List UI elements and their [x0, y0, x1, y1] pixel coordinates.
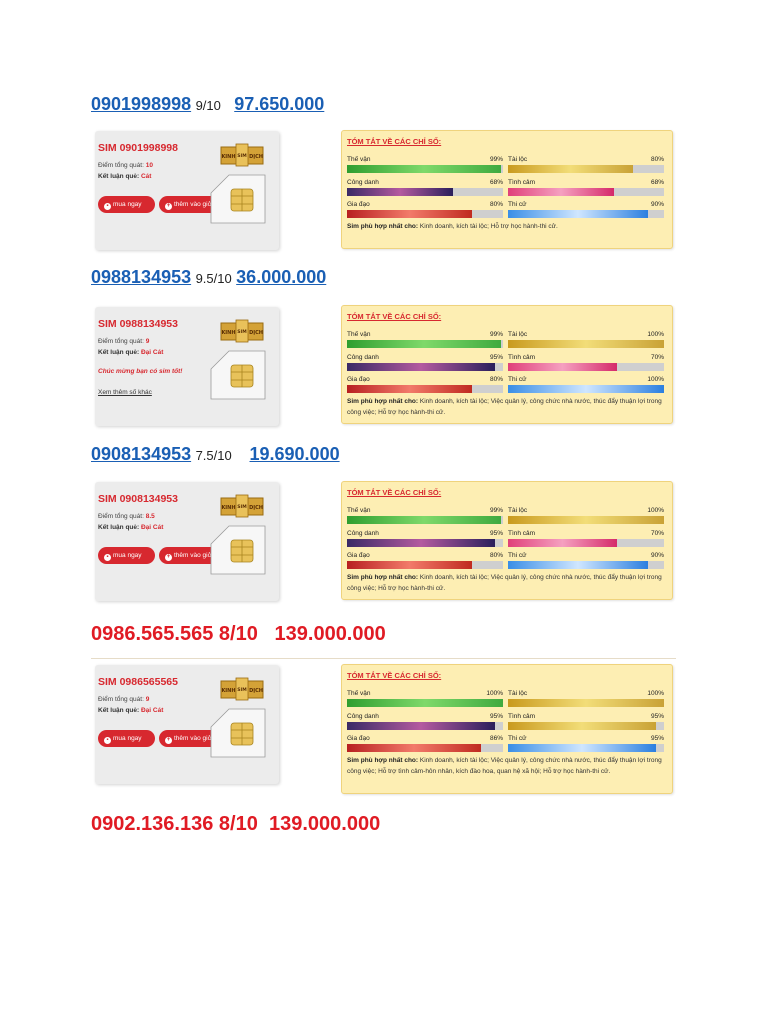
- listing-heading-4: [91, 623, 386, 646]
- metric-gia-dao: Gia đạo 80%: [347, 201, 503, 221]
- metric-the-van: Thế vận 99%: [347, 331, 503, 351]
- metric-bar: [508, 340, 664, 348]
- metric-thi-cu: Thi cử 90%: [508, 201, 664, 221]
- summary-panel-3: [341, 481, 673, 600]
- svg-text:KINH: KINH: [221, 688, 236, 694]
- overall-score-line: Điểm tổng quát: 8.5: [98, 513, 155, 520]
- metric-bar: [508, 516, 664, 524]
- metric-bar: [508, 210, 664, 218]
- svg-text:SIM: SIM: [237, 505, 247, 510]
- best-suited-text: Sim phù hợp nhất cho: Kinh doanh, kích tài lộc; Việc quản lý, công chức nhà nước, thúc đẩy thuận lợi trong công việc; Hỗ trợ tình cảm-hôn nhân, kích đào hoa, quan hệ xã hội; Hỗ trợ học hành-thi cử.: [347, 757, 662, 775]
- score: 7.5/10: [195, 448, 232, 463]
- overall-score-line: Điểm tổng quát: 9: [98, 696, 150, 703]
- score: 9/10: [195, 98, 221, 113]
- sim-title: SIM 0901998998: [98, 142, 178, 154]
- buy-now-button[interactable]: ▪ mua ngay: [98, 547, 155, 564]
- conclusion-line: Kết luận quẻ: Cát: [98, 173, 152, 180]
- metric-bar: [347, 340, 503, 348]
- metric-gia-dao: Gia đạo 80%: [347, 552, 503, 572]
- metric-bar: [347, 188, 503, 196]
- metric-the-van: Thế vận 99%: [347, 507, 503, 527]
- add-to-cart-button[interactable]: + thêm vào giỏ: [159, 547, 222, 564]
- svg-text:KINH: KINH: [221, 154, 236, 160]
- phone-number-link[interactable]: 0988134953: [91, 267, 192, 287]
- metric-bar: [508, 363, 664, 371]
- buy-now-button[interactable]: ▪ mua ngay: [98, 196, 155, 213]
- score: 8/10: [218, 623, 258, 645]
- conclusion-line: Kết luận quẻ: Đại Cát: [98, 707, 164, 714]
- summary-panel-4: [341, 664, 673, 794]
- phone-number: 0986.565.565: [91, 623, 214, 645]
- metric-tinh-cam: Tình cảm 70%: [508, 354, 664, 374]
- metric-tai-loc: Tài lộc 100%: [508, 507, 664, 527]
- metric-gia-dao: Gia đạo 86%: [347, 735, 503, 755]
- svg-text:SIM: SIM: [237, 330, 247, 335]
- summary-title: TÓM TẮT VỀ CÁC CHỈ SỐ:: [347, 137, 442, 146]
- svg-text:KINH: KINH: [221, 330, 236, 336]
- summary-panel-1: [341, 130, 673, 249]
- listing-heading-2: [91, 267, 326, 288]
- metric-cong-danh: Công danh 95%: [347, 354, 503, 374]
- metric-bar: [508, 165, 664, 173]
- see-more-link[interactable]: Xem thêm số khác: [98, 389, 152, 396]
- metric-the-van: Thế vận 100%: [347, 690, 503, 710]
- price: 139.000.000: [268, 813, 381, 835]
- metric-cong-danh: Công danh 95%: [347, 530, 503, 550]
- metric-bar: [347, 363, 503, 371]
- metric-tinh-cam: Tình cảm 95%: [508, 713, 664, 733]
- sim-title: SIM 0908134953: [98, 493, 178, 505]
- best-suited-text: Sim phù hợp nhất cho: Kinh doanh, kích tài lộc; Việc quản lý, công chức nhà nước, thúc đẩy thuận lợi trong công việc; Hỗ trợ học hành-thi cử.: [347, 398, 662, 416]
- kinh-dich-logo-icon: [220, 677, 264, 701]
- metric-bar: [347, 722, 503, 730]
- svg-text:SIM: SIM: [237, 688, 247, 693]
- overall-score-line: Điểm tổng quát: 9: [98, 338, 150, 345]
- metric-bar: [508, 385, 664, 393]
- metric-gia-dao: Gia đạo 80%: [347, 376, 503, 396]
- sim-card-4: [95, 665, 279, 784]
- cart-icon: ▪: [104, 203, 111, 210]
- metric-bar: [347, 516, 503, 524]
- conclusion-line: Kết luận quẻ: Đại Cát: [98, 349, 164, 356]
- price-link[interactable]: 19.690.000: [249, 444, 340, 464]
- phone-number-link[interactable]: 0901998998: [91, 94, 192, 114]
- summary-panel-2: [341, 305, 673, 424]
- sim-chip-icon: [207, 524, 269, 576]
- sim-chip-icon: [207, 349, 269, 401]
- metric-bar: [508, 699, 664, 707]
- metric-tai-loc: Tài lộc 80%: [508, 156, 664, 176]
- metric-tinh-cam: Tình cảm 68%: [508, 179, 664, 199]
- metric-tai-loc: Tài lộc 100%: [508, 331, 664, 351]
- metric-bar: [347, 165, 503, 173]
- listing-heading-5: [91, 813, 380, 836]
- buy-now-button[interactable]: ▪ mua ngay: [98, 730, 155, 747]
- summary-title: TÓM TẮT VỀ CÁC CHỈ SỐ:: [347, 312, 442, 321]
- svg-text:DỊCH: DỊCH: [249, 688, 263, 694]
- listing-heading-3: [91, 444, 340, 465]
- add-to-cart-button[interactable]: + thêm vào giỏ: [159, 730, 222, 747]
- score: 8/10: [218, 813, 258, 835]
- sim-card-3: [95, 482, 279, 601]
- metric-bar: [347, 210, 503, 218]
- conclusion-line: Kết luận quẻ: Đại Cát: [98, 524, 164, 531]
- add-to-cart-button[interactable]: + thêm vào giỏ: [159, 196, 222, 213]
- price: 139.000.000: [274, 623, 386, 645]
- metric-bar: [508, 744, 664, 752]
- plus-icon: +: [166, 554, 171, 560]
- price-link[interactable]: 36.000.000: [236, 267, 327, 287]
- metric-bar: [347, 561, 503, 569]
- summary-title: TÓM TẮT VỀ CÁC CHỈ SỐ:: [347, 671, 442, 680]
- listing-heading-1: [91, 94, 324, 115]
- sim-title: SIM 0986565565: [98, 676, 178, 688]
- metric-the-van: Thế vận 99%: [347, 156, 503, 176]
- sim-chip-icon: [207, 173, 269, 225]
- metric-thi-cu: Thi cử 100%: [508, 376, 664, 396]
- metric-bar: [508, 722, 664, 730]
- sim-card-2: [95, 307, 279, 426]
- overall-score-line: Điểm tổng quát: 10: [98, 162, 153, 169]
- metric-bar: [508, 561, 664, 569]
- metric-tinh-cam: Tình cảm 70%: [508, 530, 664, 550]
- score: 9.5/10: [195, 271, 232, 286]
- kinh-dich-logo-icon: [220, 494, 264, 518]
- metric-bar: [347, 744, 503, 752]
- summary-title: TÓM TẮT VỀ CÁC CHỈ SỐ:: [347, 488, 442, 497]
- phone-number-link[interactable]: 0908134953: [91, 444, 192, 464]
- metric-cong-danh: Công danh 68%: [347, 179, 503, 199]
- sim-card-1: [95, 131, 279, 250]
- metric-bar: [347, 539, 503, 547]
- cart-icon: ▪: [104, 554, 111, 561]
- congrats-message: Chúc mừng bạn có sim tốt!: [98, 368, 183, 375]
- sim-chip-icon: [207, 707, 269, 759]
- metric-thi-cu: Thi cử 90%: [508, 552, 664, 572]
- plus-icon: +: [166, 737, 171, 743]
- divider: [91, 658, 676, 659]
- svg-text:DỊCH: DỊCH: [249, 330, 263, 336]
- phone-number: 0902.136.136: [91, 813, 214, 835]
- svg-text:KINH: KINH: [221, 505, 236, 511]
- best-suited-text: Sim phù hợp nhất cho: Kinh doanh, kích tài lộc; Hỗ trợ học hành-thi cử.: [347, 223, 558, 230]
- svg-text:DỊCH: DỊCH: [249, 154, 263, 160]
- metric-tai-loc: Tài lộc 100%: [508, 690, 664, 710]
- metric-bar: [508, 539, 664, 547]
- metric-bar: [508, 188, 664, 196]
- sim-title: SIM 0988134953: [98, 318, 178, 330]
- best-suited-text: Sim phù hợp nhất cho: Kinh doanh, kích tài lộc; Việc quản lý, công chức nhà nước, thúc đẩy thuận lợi trong công việc; Hỗ trợ học hành-thi cử.: [347, 574, 662, 592]
- metric-thi-cu: Thi cử 95%: [508, 735, 664, 755]
- svg-text:SIM: SIM: [237, 154, 247, 159]
- cart-icon: ▪: [104, 737, 111, 744]
- metric-bar: [347, 385, 503, 393]
- metric-bar: [347, 699, 503, 707]
- kinh-dich-logo-icon: [220, 319, 264, 343]
- kinh-dich-logo-icon: [220, 143, 264, 167]
- plus-icon: +: [166, 203, 171, 209]
- svg-text:DỊCH: DỊCH: [249, 505, 263, 511]
- price-link[interactable]: 97.650.000: [234, 94, 325, 114]
- metric-cong-danh: Công danh 95%: [347, 713, 503, 733]
